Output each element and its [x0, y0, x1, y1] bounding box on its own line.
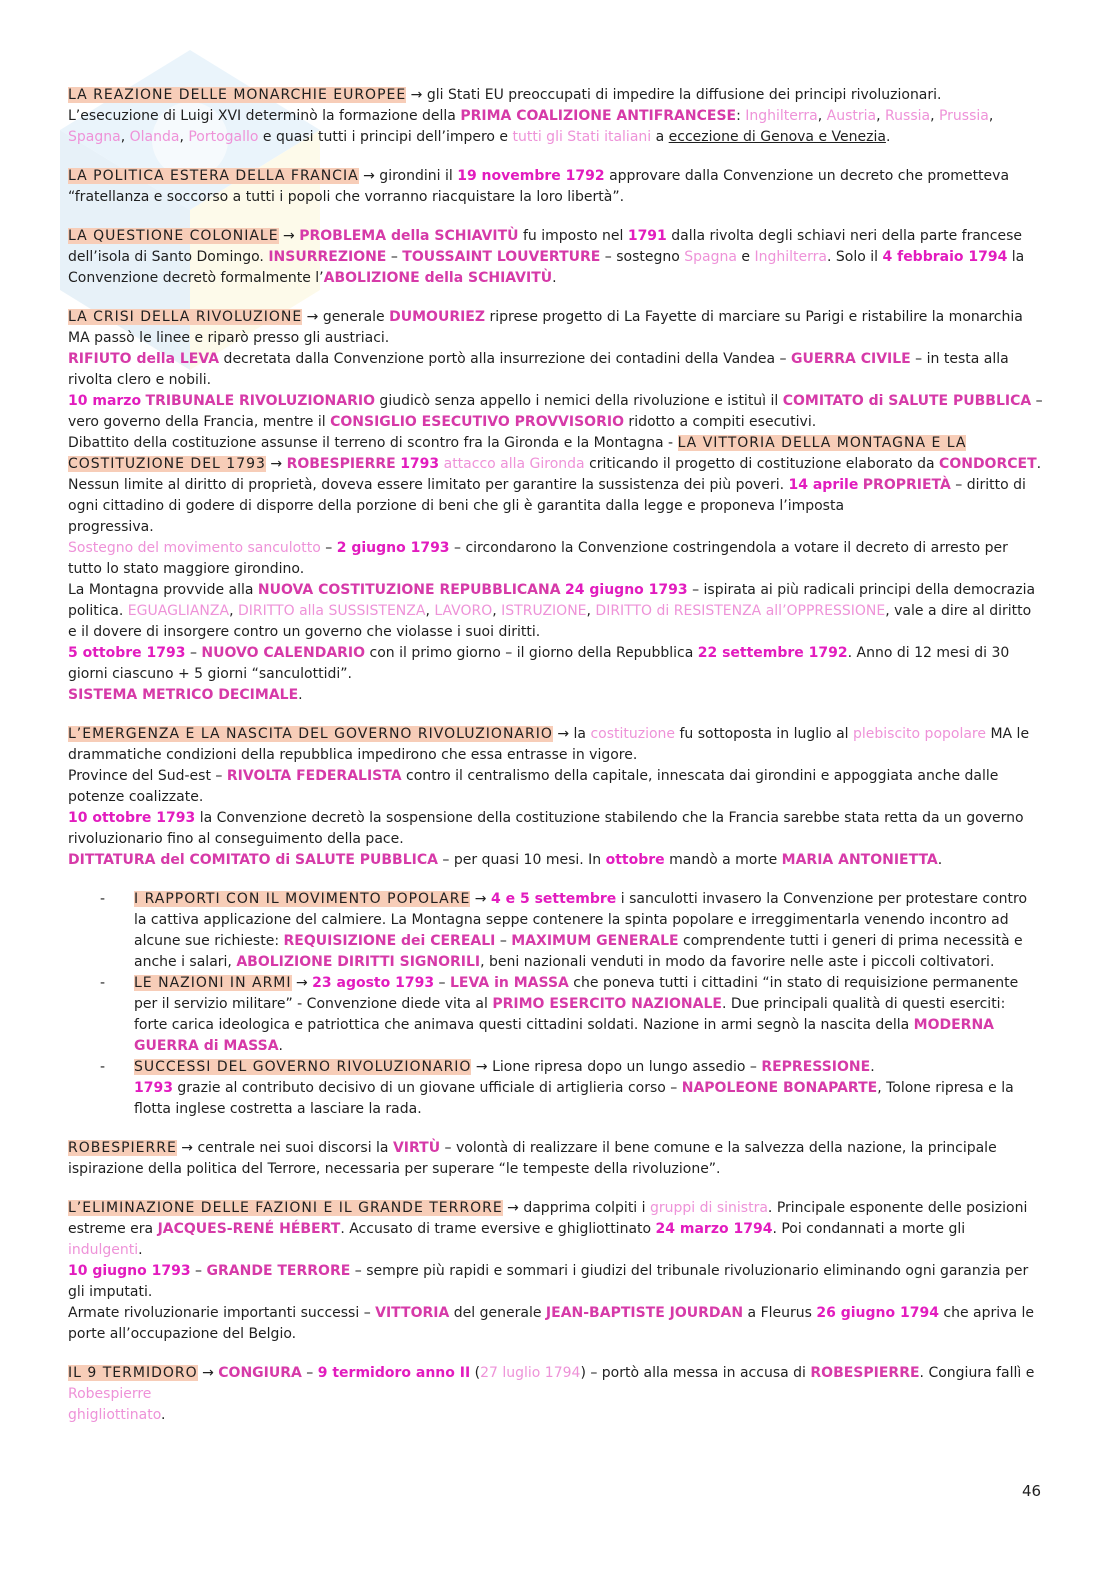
highlight: DIRITTO di RESISTENZA all’OPPRESSIONE: [595, 603, 886, 619]
keyword: ROBESPIERRE: [286, 456, 396, 472]
text: i sanculotti invasero la Convenzione per protestare contro la cattiva applicazione del calmiere. La Montagna seppe contenere la spinta popolare e irreggimentarla venendo incontro ad alcune sue richieste:: [134, 891, 1028, 949]
keyword: SISTEMA METRICO DECIMALE: [68, 687, 299, 703]
paragraph: [68, 475, 1043, 517]
text: che poneva tutti i cittadini “in stato di requisizione permanente per il servizio militare” - Convenzione diede vita al: [134, 975, 1019, 1012]
keyword: ABOLIZIONE della SCHIAVITÙ: [323, 270, 553, 286]
arrow-icon: →: [270, 456, 283, 472]
text: , vale a dire al diritto e il dovere di insorgere contro un governo che violasse i suoi diritti.: [68, 603, 1032, 640]
text: MA le drammatiche condizioni della repubblica impedirono che essa entrasse in vigore.: [68, 726, 1030, 763]
keyword: ROBESPIERRE: [810, 1365, 920, 1381]
paragraph: [68, 391, 1043, 433]
list-item: [134, 973, 1043, 1057]
section-heading: ROBESPIERRE: [68, 1140, 177, 1156]
arrow-icon: →: [475, 1059, 488, 1075]
text: . Solo il: [826, 249, 883, 265]
text: ,: [120, 129, 130, 145]
keyword: NUOVA COSTITUZIONE REPUBBLICANA: [257, 582, 561, 598]
arrow-icon: →: [507, 1200, 519, 1216]
text: la Convenzione decretò formalmente l’: [68, 249, 1025, 286]
highlight: ISTRUZIONE: [501, 603, 587, 619]
text: – sostegno: [600, 249, 685, 265]
page-number: 46: [1022, 1482, 1042, 1500]
date: 10 marzo: [68, 393, 142, 409]
text: che apriva le porte all’occupazione del Belgio.: [68, 1305, 1034, 1342]
date: ottobre: [605, 852, 665, 868]
arrow-icon: →: [474, 891, 487, 907]
text: –: [190, 1263, 207, 1279]
text: . Anno di 12 mesi di 30 giorni ciascuno + 5 giorni “sanculottidi”.: [68, 645, 1010, 682]
text: ,: [876, 108, 886, 124]
keyword: CONSIGLIO ESECUTIVO PROVVISORIO: [330, 414, 624, 430]
highlight: plebiscito popolare: [853, 726, 986, 742]
text: .: [937, 852, 943, 868]
keyword: RIVOLTA FEDERALISTA: [226, 768, 402, 784]
date: 24 marzo 1794: [655, 1221, 773, 1237]
section-grande-terrore: [68, 1198, 1043, 1345]
paragraph: [68, 580, 1043, 643]
highlight: Spagna: [684, 249, 737, 265]
list-item: [134, 1057, 1043, 1120]
section-heading: LA REAZIONE DELLE MONARCHIE EUROPEE: [68, 87, 407, 103]
date: 26 giugno 1794: [816, 1305, 939, 1321]
section-9-termidoro: [68, 1363, 1043, 1426]
date: 2 giugno 1793: [336, 540, 450, 556]
arrow-icon: →: [306, 309, 319, 325]
text: ,: [229, 603, 238, 619]
text: . Congiura fallì e: [919, 1365, 1035, 1381]
text: contro il centralismo della capitale, innescata dai girondini e appoggiata anche dalle potenze coalizzate.: [68, 768, 999, 805]
text: –: [434, 975, 450, 991]
text: giudicò senza appello i nemici della rivoluzione e istituì il: [374, 393, 783, 409]
text: fu imposto nel: [518, 228, 628, 244]
paragraph: [68, 1198, 1043, 1261]
keyword: INSURREZIONE: [268, 249, 387, 265]
text: . Principale esponente delle posizioni estreme era: [68, 1200, 1028, 1237]
paragraph: [68, 106, 1043, 148]
text: .: [298, 687, 303, 703]
keyword: DUMOURIEZ: [389, 309, 486, 325]
highlight: Robespierre: [68, 1386, 152, 1402]
section-heading: LE NAZIONI IN ARMI: [134, 975, 292, 991]
highlight: tutti gli Stati italiani: [512, 129, 652, 145]
text: approvare dalla Convenzione un decreto che prometteva “fratellanza e soccorso a tutti i popoli che vorranno riacquistare la loro libertà”.: [68, 168, 1010, 205]
highlight: Prussia: [938, 108, 989, 124]
text: ,: [492, 603, 502, 619]
text: Nessun limite al diritto di proprietà, doveva essere limitato per garantire la sussistenza dei più poveri.: [68, 477, 789, 493]
document-body: [68, 85, 1043, 1444]
section-heading: LA POLITICA ESTERA DELLA FRANCIA: [68, 168, 359, 184]
section-heading: IL 9 TERMIDORO: [68, 1365, 198, 1381]
text: ,: [425, 603, 435, 619]
text: .: [1036, 456, 1042, 472]
keyword: RIFIUTO della LEVA: [68, 351, 220, 367]
highlight: 27 luglio 1794: [480, 1365, 581, 1381]
section-heading: LA CRISI DELLA RIVOLUZIONE: [68, 309, 303, 325]
arrow-icon: →: [283, 228, 295, 244]
highlight: gruppi di sinistra: [650, 1200, 768, 1216]
paragraph: [68, 1363, 1043, 1384]
arrow-icon: →: [410, 87, 423, 103]
keyword: VIRTÙ: [392, 1140, 441, 1156]
highlight: costituzione: [590, 726, 676, 742]
text: dalla rivolta degli schiavi neri della parte francese dell’isola di Santo Domingo.: [68, 228, 1023, 265]
date: 10 giugno 1793: [68, 1263, 191, 1279]
keyword: TOUSSAINT LOUVERTURE: [402, 249, 601, 265]
text: Lione ripresa dopo un lungo assedio –: [487, 1059, 762, 1075]
keyword: COMITATO di SALUTE PUBBLICA: [782, 393, 1032, 409]
text: .: [278, 1038, 283, 1054]
highlight: Sostegno del movimento sanculotto: [68, 540, 321, 556]
text: riprese progetto di La Fayette di marciare su Parigi e ristabilire la monarchia MA passò le linee e riparò presso gli austriaci.: [68, 309, 1023, 346]
date: 5 ottobre 1793: [68, 645, 186, 661]
text: – sempre più rapidi e sommari i giudizi del tribunale rivoluzionario eliminando ogni garanzia per gli imputati.: [68, 1263, 1029, 1300]
date: 9 termidoro anno II: [317, 1365, 471, 1381]
section-heading: L’ELIMINAZIONE DELLE FAZIONI E IL GRANDE TERRORE: [68, 1200, 503, 1216]
text: del generale: [449, 1305, 546, 1321]
date: 19 novembre 1792: [457, 168, 605, 184]
date: 22 settembre 1792: [697, 645, 848, 661]
highlight: EGUAGLIANZA: [127, 603, 230, 619]
arrow-icon: →: [202, 1365, 214, 1381]
section-reazione-monarchie: [68, 85, 1043, 148]
list-item: [134, 889, 1043, 973]
keyword: PRIMA COALIZIONE ANTIFRANCESE: [460, 108, 737, 124]
section-heading: L’EMERGENZA E LA NASCITA DEL GOVERNO RIVOLUZIONARIO: [68, 726, 553, 742]
paragraph: [68, 850, 1043, 871]
text: :: [736, 108, 746, 124]
underlined-text: eccezione di Genova e Venezia: [668, 129, 886, 145]
section-heading: SUCCESSI DEL GOVERNO RIVOLUZIONARIO: [134, 1059, 472, 1075]
text: decretata dalla Convenzione portò alla insurrezione dei contadini della Vandea –: [219, 351, 792, 367]
date: 1793: [134, 1080, 173, 1096]
section-politica-estera: [68, 166, 1043, 208]
highlight: ghigliottinato: [68, 1407, 162, 1423]
paragraph: [68, 724, 1043, 766]
paragraph: [68, 307, 1043, 349]
section-heading: LA VITTORIA DELLA MONTAGNA E LA COSTITUZIONE DEL 1793: [68, 435, 967, 472]
text: fu sottoposta in luglio al: [675, 726, 853, 742]
keyword: CONDORCET: [939, 456, 1037, 472]
text: , beni nazionali venduti in modo da favorire nelle aste i piccoli coltivatori.: [480, 954, 995, 970]
highlight: Russia: [885, 108, 931, 124]
keyword: GUERRA CIVILE: [791, 351, 911, 367]
text: Dibattito della costituzione assunse il terreno di scontro fra la Gironda e la Montagna -: [68, 435, 678, 451]
highlight: LAVORO: [434, 603, 493, 619]
keyword: MAXIMUM GENERALE: [511, 933, 679, 949]
section-questione-coloniale: [68, 226, 1043, 289]
text: – in testa alla rivolta clero e nobili.: [68, 351, 1009, 388]
text: La Montagna provvide alla: [68, 582, 258, 598]
keyword: REPRESSIONE: [761, 1059, 871, 1075]
text: comprendente tutti i generi di prima necessità e anche i salari,: [134, 933, 1023, 970]
text: gli Stati EU preoccupati di impedire la diffusione dei principi rivoluzionari.: [422, 87, 942, 103]
text: con il primo giorno – il giorno della Repubblica: [365, 645, 698, 661]
text: grazie al contributo decisivo di un giovane ufficiale di artiglieria corso –: [172, 1080, 682, 1096]
arrow-icon: →: [295, 975, 308, 991]
text: L’esecuzione di Luigi XVI determinò la formazione della: [68, 108, 461, 124]
text: .: [552, 270, 557, 286]
text: ,: [179, 129, 189, 145]
paragraph: [68, 538, 1043, 580]
text: .: [870, 1059, 875, 1075]
text: centrale nei suoi discorsi la: [193, 1140, 393, 1156]
highlight: Inghilterra: [754, 249, 827, 265]
text: ,: [817, 108, 827, 124]
arrow-icon: →: [363, 168, 375, 184]
text: dapprima colpiti i: [518, 1200, 650, 1216]
highlight: attacco alla Gironda: [443, 456, 585, 472]
highlight: Spagna: [68, 129, 121, 145]
keyword: PRIMO ESERCITO NAZIONALE: [492, 996, 722, 1012]
keyword: CONGIURA: [218, 1365, 302, 1381]
text: e quasi tutti i principi dell’impero e: [258, 129, 513, 145]
text: .: [161, 1407, 166, 1423]
dash-list: [68, 889, 1043, 1120]
text: –: [301, 1365, 318, 1381]
section-robespierre: [68, 1138, 1043, 1180]
text: –: [495, 933, 512, 949]
paragraph: [68, 766, 1043, 808]
highlight: Portogallo: [188, 129, 259, 145]
text: la Convenzione decretò la sospensione della costituzione stabilendo che la Francia sarebbe stata retta da un governo rivoluzionario fino al conseguimento della pace.: [68, 810, 1024, 847]
date: 24 giugno 1793: [565, 582, 688, 598]
text: –: [185, 645, 202, 661]
paragraph: [68, 1303, 1043, 1345]
paragraph: [68, 1261, 1043, 1303]
section-emergenza-governo: [68, 724, 1043, 871]
text: criticando il progetto di costituzione elaborato da: [584, 456, 940, 472]
keyword: JEAN-BAPTISTE JOURDAN: [545, 1305, 744, 1321]
text: girondini il: [374, 168, 458, 184]
paragraph: [68, 226, 1043, 289]
keyword: PROBLEMA della SCHIAVITÙ: [299, 228, 519, 244]
text: .: [138, 1242, 143, 1258]
highlight: Olanda: [129, 129, 180, 145]
text: ,: [586, 603, 596, 619]
text: e: [736, 249, 755, 265]
keyword: MODERNA GUERRA di MASSA: [134, 1017, 995, 1054]
paragraph: [68, 517, 1043, 538]
highlight: DIRITTO alla SUSSISTENZA: [237, 603, 426, 619]
text: mandò a morte: [664, 852, 782, 868]
text: a Fleurus: [743, 1305, 817, 1321]
text: – diritto di ogni cittadino di godere di disporre della porzione di beni che gli è garantita dalla legge e proponeva l’imposta: [68, 477, 1026, 514]
keyword: ABOLIZIONE DIRITTI SIGNORILI: [236, 954, 481, 970]
text: la: [569, 726, 591, 742]
paragraph: [68, 808, 1043, 850]
highlight: Austria: [826, 108, 877, 124]
date: 10 ottobre 1793: [68, 810, 196, 826]
arrow-icon: →: [181, 1140, 193, 1156]
highlight: Inghilterra: [745, 108, 818, 124]
arrow-icon: →: [557, 726, 570, 742]
text: – ispirata ai più radicali principi della democrazia politica.: [68, 582, 1036, 619]
text: ,: [988, 108, 994, 124]
keyword: VITTORIA: [375, 1305, 450, 1321]
text: . Due principali qualità di questi eserciti: forte carica ideologica e patriottica che animava questi cittadini soldati. Nazione in armi segnò la nascita della: [134, 996, 1006, 1033]
text: – volontà di realizzare il bene comune e la salvezza della nazione, la principale ispirazione della politica del Terrore, necessaria per superare “le tempeste della rivoluzione”.: [68, 1140, 997, 1177]
text: Armate rivoluzionarie importanti successi –: [68, 1305, 376, 1321]
keyword: TRIBUNALE RIVOLUZIONARIO: [145, 393, 375, 409]
date: 4 e 5 settembre: [490, 891, 617, 907]
paragraph: [68, 1138, 1043, 1180]
text: – circondarono la Convenzione costringendola a votare il decreto di arresto per tutto lo stato maggiore girondino.: [68, 540, 1008, 577]
text: . Poi condannati a morte gli: [772, 1221, 966, 1237]
text: –: [320, 540, 337, 556]
paragraph: [68, 1384, 1043, 1405]
text: ) – portò alla messa in accusa di: [580, 1365, 811, 1381]
section-heading: I RAPPORTI CON IL MOVIMENTO POPOLARE: [134, 891, 471, 907]
text: Province del Sud-est –: [68, 768, 227, 784]
date: 23 agosto 1793: [312, 975, 435, 991]
keyword: MARIA ANTONIETTA: [781, 852, 938, 868]
text: a: [651, 129, 669, 145]
section-heading: LA QUESTIONE COLONIALE: [68, 228, 279, 244]
keyword: PROPRIETÀ: [862, 477, 951, 493]
date: 1791: [627, 228, 667, 244]
keyword: REQUISIZIONE dei CEREALI: [283, 933, 496, 949]
keyword: NUOVO CALENDARIO: [201, 645, 366, 661]
keyword: GRANDE TERRORE: [206, 1263, 351, 1279]
text: (: [470, 1365, 481, 1381]
keyword: LEVA in MASSA: [450, 975, 569, 991]
paragraph: [68, 1405, 1043, 1426]
keyword: NAPOLEONE BONAPARTE: [681, 1080, 878, 1096]
paragraph: [68, 85, 1043, 106]
text: . Accusato di trame eversive e ghigliottinato: [340, 1221, 656, 1237]
text: ,: [930, 108, 939, 124]
paragraph: [68, 433, 1043, 475]
text: – vero governo della Francia, mentre il: [68, 393, 1043, 430]
date: 1793: [400, 456, 440, 472]
section-crisi-rivoluzione: [68, 307, 1043, 706]
date: 4 febbraio 1794: [882, 249, 1008, 265]
keyword: DITTATURA del COMITATO di SALUTE PUBBLICA: [68, 852, 438, 868]
text: –: [386, 249, 403, 265]
date: 14 aprile: [788, 477, 859, 493]
paragraph: [68, 166, 1043, 208]
highlight: indulgenti: [68, 1242, 139, 1258]
paragraph: [68, 349, 1043, 391]
text: – per quasi 10 mesi. In: [437, 852, 606, 868]
text: generale: [318, 309, 390, 325]
text: ridotto a compiti esecutivi.: [623, 414, 817, 430]
text: .: [885, 129, 891, 145]
text: , Tolone ripresa e la flotta inglese costretta a lasciare la rada.: [134, 1080, 1014, 1117]
keyword: JACQUES-RENÉ HÉBERT: [157, 1221, 341, 1237]
paragraph: [68, 685, 1043, 706]
text: progressiva.: [68, 519, 154, 535]
paragraph: [68, 643, 1043, 685]
